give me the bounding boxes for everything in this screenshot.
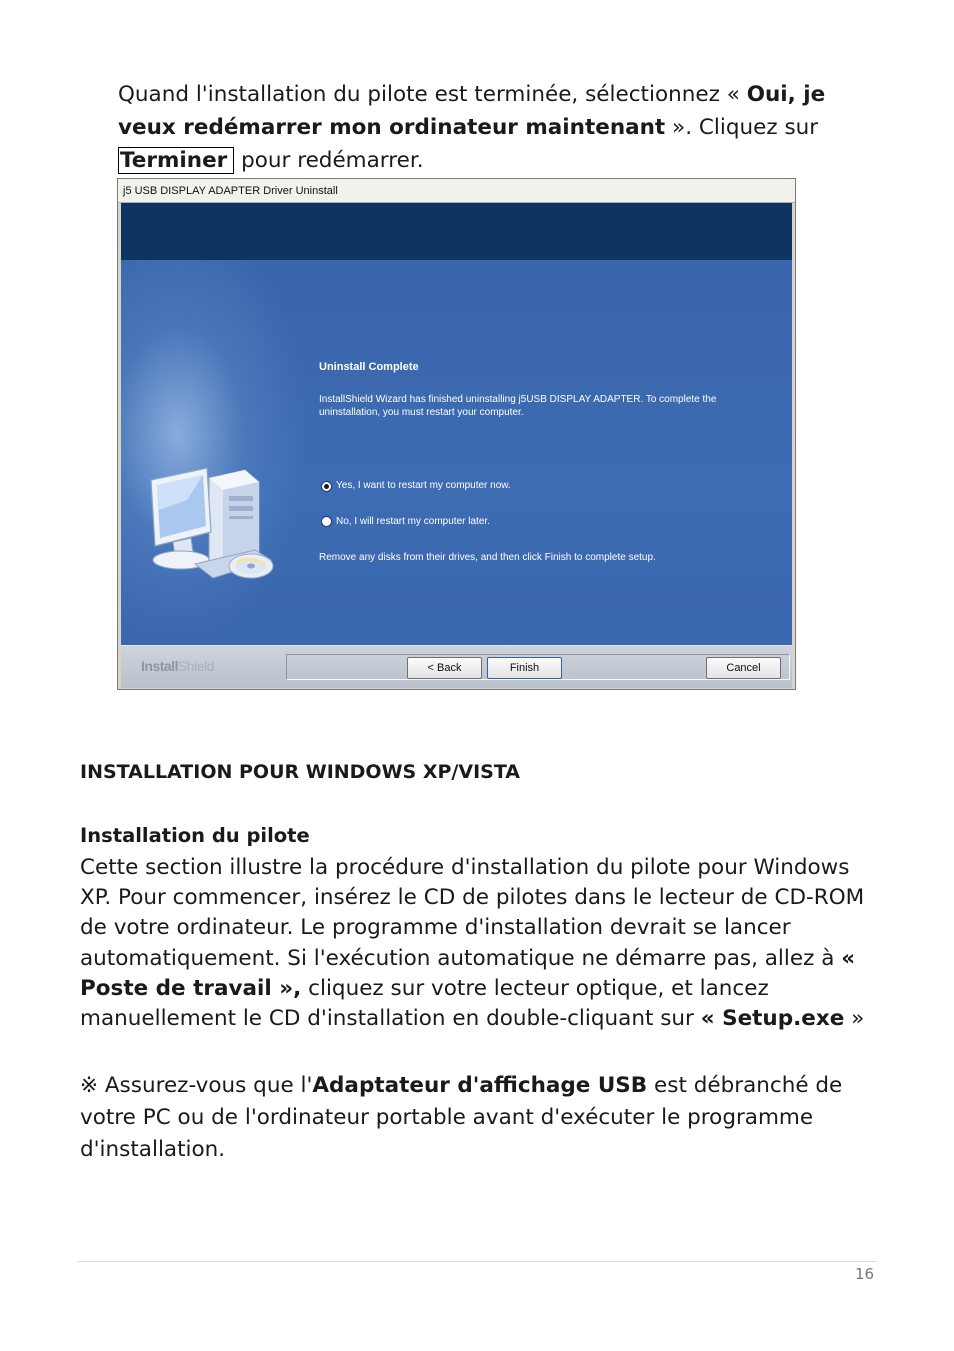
install-paragraph xyxy=(80,853,880,1034)
dialog-message-line2: uninstallation, you must restart your computer. xyxy=(319,407,524,418)
intro-bold-option: Oui, je veux redémarrer mon ordinateur maintenant xyxy=(118,82,826,140)
dialog-message-line1: InstallShield Wizard has finished uninstalling j5USB DISPLAY ADAPTER. To complete the xyxy=(319,394,717,405)
finish-button[interactable]: Finish xyxy=(487,657,562,679)
dialog-body xyxy=(121,260,792,645)
radio-restart-later[interactable] xyxy=(321,516,332,527)
computer-cd-icon xyxy=(147,460,277,595)
footer-rule xyxy=(78,1261,877,1262)
intro-bold-finish: Terminer xyxy=(118,147,234,174)
install-bold-setup: « Setup.exe xyxy=(700,1006,845,1032)
note-text-1: ※ Assurez-vous que l' xyxy=(80,1073,313,1098)
note-bold-adapter: Adaptateur d'affichage USB xyxy=(312,1073,648,1098)
dialog-banner xyxy=(121,203,792,260)
install-text-3: » xyxy=(844,1006,865,1032)
installshield-dialog xyxy=(117,178,796,690)
option-yes-label[interactable]: Yes, I want to restart my computer now. xyxy=(336,480,511,491)
note-text-2: est débranché de votre PC ou de l'ordinateur portable avant d'exécuter le programme d'installation. xyxy=(80,1073,843,1162)
install-text-1: Cette section illustre la procédure d'installation du pilote pour Windows XP. Pour commencer, insérez le CD de pilotes dans le lecteur de CD-ROM de votre ordinateur. Le programme d'installation devrait se lancer automatiquement. Si l'exécution automatique ne démarre pas, allez à xyxy=(80,855,865,971)
dialog-footer xyxy=(121,645,792,688)
intro-text-3: pour redémarrer. xyxy=(234,148,424,173)
radio-restart-now[interactable] xyxy=(321,481,332,492)
install-bold-workstation: « Poste de travail », xyxy=(80,945,856,1001)
section-subheading: Installation du pilote xyxy=(80,824,310,847)
option-no-label[interactable]: No, I will restart my computer later. xyxy=(336,516,490,527)
note-paragraph xyxy=(80,1070,880,1166)
intro-text-1: Quand l'installation du pilote est terminée, sélectionnez « xyxy=(118,82,747,107)
intro-paragraph xyxy=(118,78,888,177)
dialog-note: Remove any disks from their drives, and then click Finish to complete setup. xyxy=(319,552,656,563)
section-heading: INSTALLATION POUR WINDOWS XP/VISTA xyxy=(80,761,521,783)
page-number: 16 xyxy=(855,1265,875,1283)
dialog-heading: Uninstall Complete xyxy=(319,361,419,373)
installshield-logo: InstallShield xyxy=(141,658,214,674)
intro-text-2: ». Cliquez sur xyxy=(665,115,819,140)
dialog-titlebar: j5 USB DISPLAY ADAPTER Driver Uninstall xyxy=(118,179,795,203)
install-text-2: cliquez sur votre lecteur optique, et lancez manuellement le CD d'installation en double-cliquant sur xyxy=(80,975,769,1032)
back-button[interactable]: < Back xyxy=(407,657,482,679)
cancel-button[interactable]: Cancel xyxy=(706,657,781,679)
